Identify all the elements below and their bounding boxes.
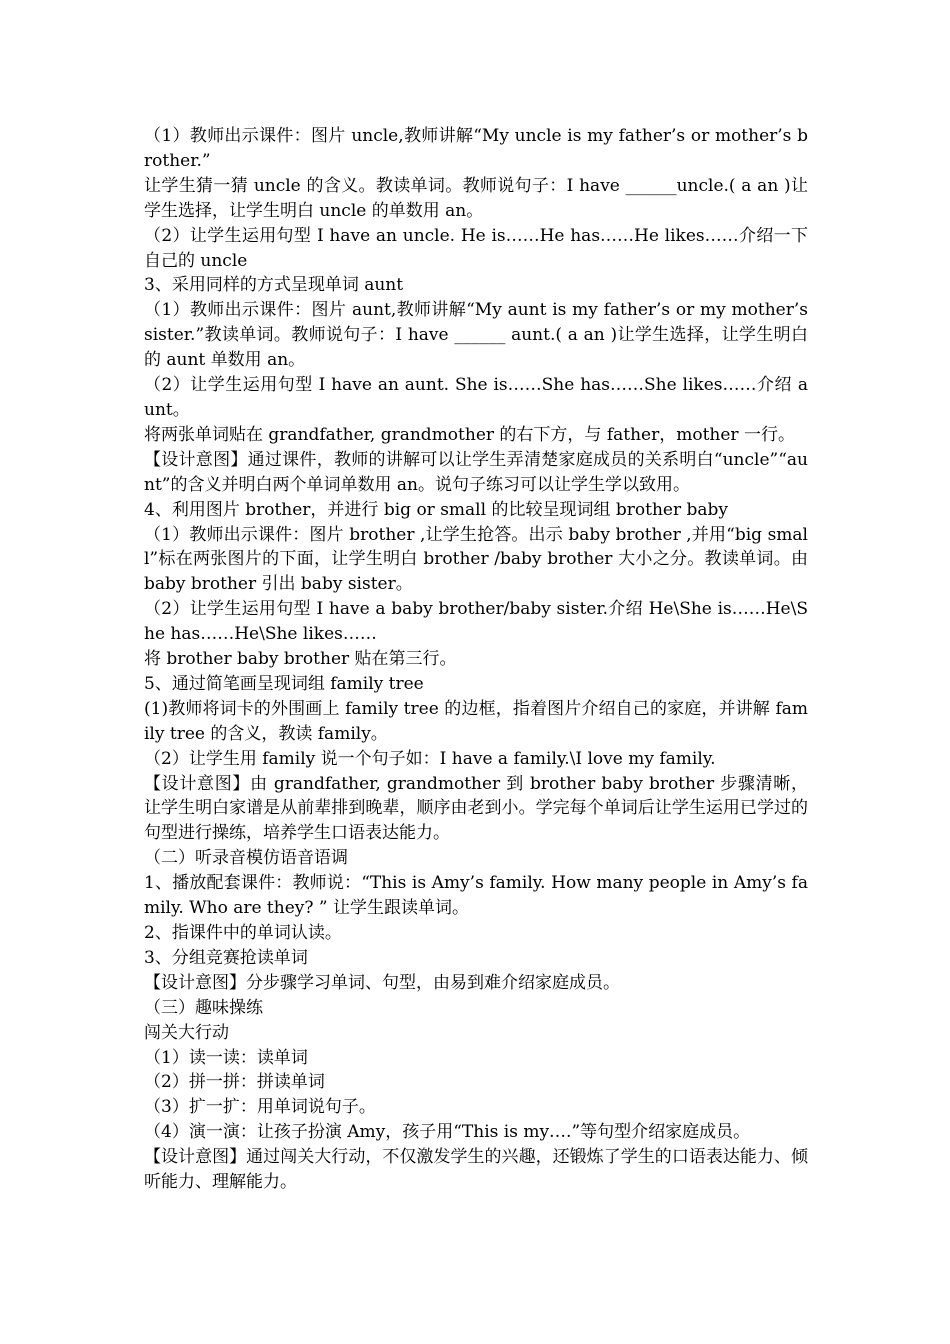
paragraph: （2）让学生运用句型 I have a baby brother/baby sister.介绍 He\She is……He\She has……He\She likes…… bbox=[144, 599, 808, 645]
design-intent-paragraph: 【设计意图】通过闯关大行动，不仅激发学生的兴趣，还锻炼了学生的口语表达能力、倾听能力、理解能力。 bbox=[144, 1147, 808, 1193]
design-intent-paragraph: 【设计意图】由 grandfather, grandmother 到 brother baby brother 步骤清晰，让学生明白家谱是从前辈排到晚辈，顺序由老到小。学完每个单词后让学生运用已学过的句型进行操练，培养学生口语表达能力。 bbox=[144, 773, 808, 844]
design-intent-paragraph: 【设计意图】通过课件，教师的讲解可以让学生弄清楚家庭成员的关系明白“uncle”“aunt”的含义并明白两个单词单数用 an。说句子练习可以让学生学以致用。 bbox=[144, 449, 808, 495]
paragraph: (1)教师将词卡的外围画上 family tree 的边框，指着图片介绍自己的家庭，并讲解 family tree 的含义，教读 family。 bbox=[144, 698, 808, 744]
document-body bbox=[144, 124, 808, 1195]
paragraph: （2）让学生运用句型 I have an uncle. He is……He has……He likes……介绍一下自己的 uncle bbox=[144, 225, 808, 271]
paragraph: （2）让学生用 family 说一个句子如：I have a family.\I love my family. bbox=[144, 748, 716, 769]
paragraph: 3、分组竞赛抢读单词 bbox=[144, 947, 308, 968]
paragraph: （1）教师出示课件：图片 aunt,教师讲解“My aunt is my father’s or my mother’s sister.”教读单词。教师说句子：I have ______ aunt.( a an )让学生选择，让学生明白的 aunt 单数用 an。 bbox=[144, 300, 808, 371]
paragraph: 让学生猜一猜 uncle 的含义。教读单词。教师说句子：I have ______uncle.( a an )让学生选择，让学生明白 uncle 的单数用 an。 bbox=[144, 175, 808, 221]
list-item: （4）演一演：让孩子扮演 Amy，孩子用“This is my….”等句型介绍家庭成员。 bbox=[144, 1122, 751, 1143]
paragraph: 将两张单词贴在 grandfather, grandmother 的右下方，与 father，mother 一行。 bbox=[144, 424, 795, 445]
list-item: （2）拼一拼：拼读单词 bbox=[144, 1072, 325, 1093]
paragraph: 将 brother baby brother 贴在第三行。 bbox=[144, 649, 457, 670]
list-item: （1）读一读：读单词 bbox=[144, 1047, 308, 1068]
section-heading: 5、通过简笔画呈现词组 family tree bbox=[144, 673, 424, 694]
paragraph: （1）教师出示课件：图片 uncle,教师讲解“My uncle is my father’s or mother’s brother.” bbox=[144, 126, 808, 171]
section-heading: （二）听录音模仿语音语调 bbox=[144, 848, 348, 869]
section-heading: 4、利用图片 brother，并进行 big or small 的比较呈现词组 brother baby bbox=[144, 499, 728, 520]
paragraph: 1、播放配套课件：教师说：“This is Amy’s family. How many people in Amy’s family. Who are they? ” 让学生跟读单词。 bbox=[144, 873, 808, 919]
design-intent-paragraph: 【设计意图】分步骤学习单词、句型，由易到难介绍家庭成员。 bbox=[144, 972, 620, 993]
paragraph: 2、指课件中的单词认读。 bbox=[144, 923, 342, 943]
list-item: （3）扩一扩：用单词说句子。 bbox=[144, 1097, 376, 1118]
paragraph: 闯关大行动 bbox=[144, 1022, 229, 1043]
paragraph: （2）让学生运用句型 I have an aunt. She is……She has……She likes……介绍 aunt。 bbox=[144, 375, 808, 420]
section-heading: （三）趣味操练 bbox=[144, 997, 263, 1018]
section-heading: 3、采用同样的方式呈现单词 aunt bbox=[144, 275, 404, 296]
paragraph: （1）教师出示课件：图片 brother ,让学生抢答。出示 baby brother ,并用“big small”标在两张图片的下面，让学生明白 brother /baby brother 大小之分。教读单词。由 baby brother 引出 baby sister。 bbox=[144, 524, 808, 595]
